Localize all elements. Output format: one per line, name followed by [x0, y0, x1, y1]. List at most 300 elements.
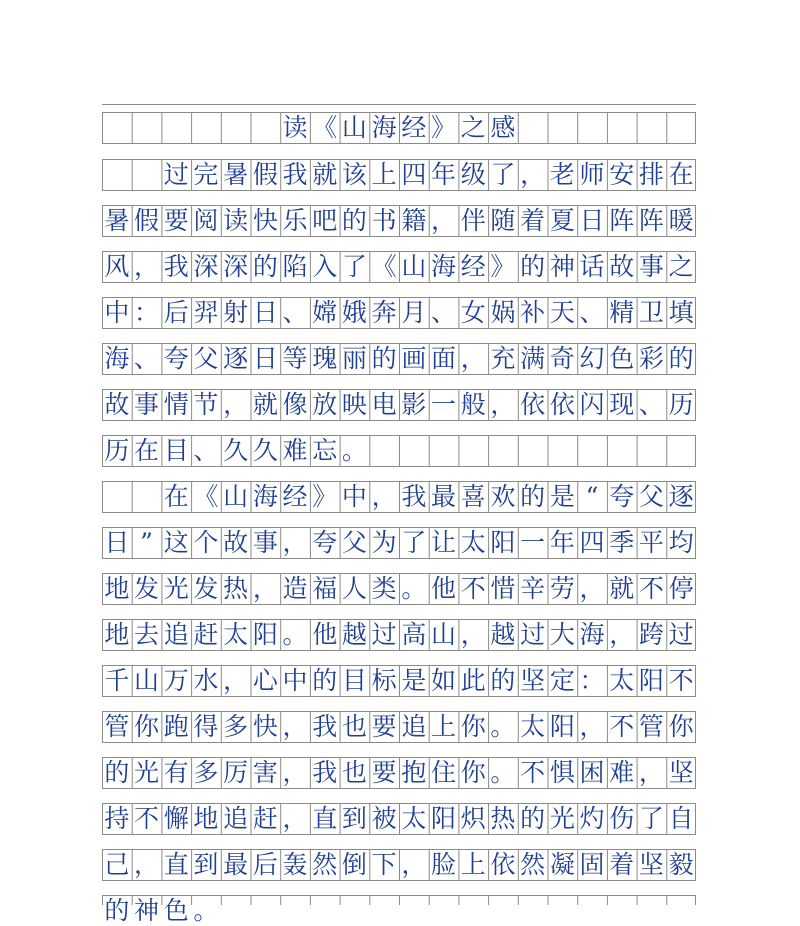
grid-character: 固: [579, 850, 605, 879]
grid-character: 要: [163, 206, 189, 235]
grid-character: 持: [104, 804, 130, 833]
grid-character: 父: [341, 528, 367, 557]
grid-character: 山: [341, 113, 367, 142]
grid-character: 海: [431, 252, 457, 281]
grid-character: 直: [163, 850, 189, 879]
grid-character: 逐: [223, 344, 249, 373]
grid-character: 是: [549, 482, 575, 511]
grid-character: 四: [579, 528, 605, 557]
grid-character: 映: [341, 390, 367, 419]
grid-character: 惧: [549, 758, 575, 787]
grid-character: 忘: [312, 436, 338, 465]
grid-character: 喜: [460, 482, 486, 511]
grid-character: 最: [223, 850, 249, 879]
grid-character: 暖: [668, 206, 694, 235]
grid-character: 多: [223, 712, 249, 741]
grid-character: 他: [431, 574, 457, 603]
grid-character: 安: [609, 160, 635, 189]
grid-character: 事: [252, 528, 278, 557]
grid-character: 不: [609, 712, 635, 741]
grid-character: 太: [223, 620, 249, 649]
grid-character: 羿: [193, 298, 219, 327]
grid-character: 福: [312, 574, 338, 603]
grid-character: 直: [312, 804, 338, 833]
essay-line: [102, 159, 696, 190]
grid-character: 吧: [312, 206, 338, 235]
grid-character: 事: [638, 252, 664, 281]
grid-character: 不: [520, 758, 546, 787]
grid-character: 难: [609, 758, 635, 787]
grid-character: 大: [549, 620, 575, 649]
grid-character: 神: [549, 252, 575, 281]
grid-character: 发: [193, 574, 219, 603]
grid-character: 我: [401, 482, 427, 511]
grid-character: 坚: [638, 850, 664, 879]
grid-character: 毅: [668, 850, 694, 879]
grid-character: 去: [134, 620, 160, 649]
essay-line: [102, 619, 696, 650]
grid-character: 是: [401, 666, 427, 695]
grid-character: 的: [520, 482, 546, 511]
grid-character: 奔: [371, 298, 397, 327]
grid-character: 轰: [282, 850, 308, 879]
grid-character: 快: [252, 206, 278, 235]
grid-character: 了: [490, 160, 516, 189]
grid-character: 上: [371, 160, 397, 189]
grid-character: ，: [490, 390, 516, 419]
grid-character: 、: [638, 390, 664, 419]
grid-character: 不: [134, 804, 160, 833]
grid-character: 过: [520, 620, 546, 649]
grid-character: 、: [431, 298, 457, 327]
grid-character: 越: [490, 620, 516, 649]
grid-character: 我: [312, 758, 338, 787]
grid-character: 心: [252, 666, 278, 695]
grid-character: 就: [609, 574, 635, 603]
grid-character: 类: [371, 574, 397, 603]
grid-character: 均: [668, 528, 694, 557]
grid-character: 造: [282, 574, 308, 603]
grid-character: ，: [282, 712, 308, 741]
grid-character: 管: [638, 712, 664, 741]
grid-character: 山: [223, 482, 249, 511]
grid-character: 目: [341, 666, 367, 695]
grid-character: 的: [341, 206, 367, 235]
grid-character: 太: [401, 804, 427, 833]
grid-character: 影: [401, 390, 427, 419]
grid-character: 的: [252, 252, 278, 281]
grid-character: 跑: [163, 712, 189, 741]
grid-character: 要: [371, 758, 397, 787]
grid-character: ，: [371, 482, 397, 511]
grid-character: 追: [163, 620, 189, 649]
grid-character: 》: [490, 252, 516, 281]
grid-character: ，: [252, 574, 278, 603]
grid-character: 暑: [223, 160, 249, 189]
grid-character: 完: [193, 160, 219, 189]
grid-character: 山: [431, 620, 457, 649]
grid-character: 光: [549, 804, 575, 833]
grid-character: 在: [668, 160, 694, 189]
grid-character: 嫦: [312, 298, 338, 327]
grid-character: 深: [193, 252, 219, 281]
grid-character: 入: [312, 252, 338, 281]
grid-character: 夸: [312, 528, 338, 557]
grid-character: 你: [668, 712, 694, 741]
grid-character: 情: [163, 390, 189, 419]
grid-character: 太: [460, 528, 486, 557]
grid-character: 管: [104, 712, 130, 741]
grid-character: 你: [134, 712, 160, 741]
grid-character: 也: [341, 712, 367, 741]
grid-character: ，: [134, 252, 160, 281]
grid-character: 地: [104, 620, 130, 649]
grid-character: 之: [460, 113, 486, 142]
grid-character: 等: [282, 344, 308, 373]
grid-character: 人: [341, 574, 367, 603]
grid-character: 瑰: [312, 344, 338, 373]
grid-character: 电: [371, 390, 397, 419]
grid-character: 经: [282, 482, 308, 511]
grid-character: ，: [223, 390, 249, 419]
grid-character: 下: [371, 850, 397, 879]
grid-character: 劳: [549, 574, 575, 603]
essay-line: [102, 205, 696, 236]
grid-character: 的: [104, 896, 130, 925]
grid-character: 阳: [252, 620, 278, 649]
grid-character: 海: [579, 620, 605, 649]
grid-character: 的: [104, 758, 130, 787]
grid-character: 依: [490, 850, 516, 879]
essay-line: [102, 343, 696, 374]
grid-character: 暑: [104, 206, 130, 235]
grid-character: 过: [163, 160, 189, 189]
grid-character: 追: [223, 804, 249, 833]
grid-character: 一: [431, 390, 457, 419]
grid-character: 历: [104, 436, 130, 465]
grid-character: 辛: [520, 574, 546, 603]
grid-character: 父: [638, 482, 664, 511]
grid-character: 读: [282, 113, 308, 142]
grid-character: 停: [668, 574, 694, 603]
grid-character: 了: [401, 528, 427, 557]
grid-character: ，: [401, 850, 427, 879]
grid-character: 我: [312, 712, 338, 741]
grid-character: “: [585, 482, 599, 511]
grid-character: 凝: [549, 850, 575, 879]
grid-character: 光: [134, 758, 160, 787]
grid-character: 风: [104, 252, 130, 281]
grid-character: 他: [312, 620, 338, 649]
grid-character: 山: [134, 666, 160, 695]
grid-character: 假: [134, 206, 160, 235]
grid-character: 幻: [579, 344, 605, 373]
essay-line: [102, 757, 696, 788]
grid-character: 日: [252, 344, 278, 373]
grid-character: 月: [401, 298, 427, 327]
grid-character: 娲: [490, 298, 516, 327]
grid-character: 不: [638, 574, 664, 603]
grid-character: 《: [193, 482, 219, 511]
grid-character: 阅: [193, 206, 219, 235]
grid-character: 得: [193, 712, 219, 741]
grid-character: 中: [104, 298, 130, 327]
grid-character: ，: [520, 160, 546, 189]
grid-character: 夏: [549, 206, 575, 235]
grid-character: 追: [401, 712, 427, 741]
grid-character: 久: [252, 436, 278, 465]
grid-character: 不: [668, 666, 694, 695]
grid-character: 住: [431, 758, 457, 787]
grid-character: 伤: [609, 804, 635, 833]
grid-character: 不: [460, 574, 486, 603]
grid-character: 。: [490, 758, 516, 787]
grid-character: 到: [341, 804, 367, 833]
grid-character: 难: [282, 436, 308, 465]
grid-character: 经: [401, 113, 427, 142]
grid-character: 欢: [490, 482, 516, 511]
grid-character: 节: [193, 390, 219, 419]
grid-character: 逐: [668, 482, 694, 511]
grid-character: 灼: [579, 804, 605, 833]
essay-line: [102, 481, 696, 512]
grid-character: 该: [341, 160, 367, 189]
grid-character: 卫: [638, 298, 664, 327]
grid-character: 厉: [223, 758, 249, 787]
grid-character: 依: [520, 390, 546, 419]
grid-character: 阵: [638, 206, 664, 235]
grid-character: 着: [520, 206, 546, 235]
grid-character: 地: [104, 574, 130, 603]
grid-character: 事: [134, 390, 160, 419]
grid-character: 然: [520, 850, 546, 879]
grid-character: 要: [371, 712, 397, 741]
grid-character: 此: [460, 666, 486, 695]
grid-character: 为: [371, 528, 397, 557]
grid-character: 太: [609, 666, 635, 695]
grid-character: 阳: [431, 804, 457, 833]
grid-character: 射: [223, 298, 249, 327]
grid-character: 神: [134, 896, 160, 925]
grid-character: 标: [371, 666, 397, 695]
grid-character: ，: [638, 758, 664, 787]
grid-character: 画: [401, 344, 427, 373]
grid-character: 《: [371, 252, 397, 281]
grid-character: 后: [252, 850, 278, 879]
grid-character: 海: [104, 344, 130, 373]
grid-character: 女: [460, 298, 486, 327]
grid-character: 赶: [193, 620, 219, 649]
grid-character: 千: [104, 666, 130, 695]
grid-character: 夸: [163, 344, 189, 373]
grid-character: 四: [401, 160, 427, 189]
grid-character: 师: [579, 160, 605, 189]
grid-character: 般: [460, 390, 486, 419]
grid-character: 》: [312, 482, 338, 511]
grid-character: ，: [134, 850, 160, 879]
grid-character: 赶: [252, 804, 278, 833]
grid-character: 故: [609, 252, 635, 281]
grid-character: 历: [668, 390, 694, 419]
essay-line: [102, 251, 696, 282]
grid-character: 到: [193, 850, 219, 879]
grid-character: ，: [282, 758, 308, 787]
grid-character: 彩: [638, 344, 664, 373]
grid-character: 排: [638, 160, 664, 189]
grid-character: 之: [668, 252, 694, 281]
grid-character: 就: [252, 390, 278, 419]
grid-character: 精: [609, 298, 635, 327]
grid-character: 感: [490, 113, 516, 142]
grid-character: 日: [252, 298, 278, 327]
grid-character: 阳: [549, 712, 575, 741]
grid-character: 色: [163, 896, 189, 925]
grid-character: 炽: [460, 804, 486, 833]
grid-character: ，: [282, 528, 308, 557]
grid-character: 目: [163, 436, 189, 465]
grid-character: 。: [193, 896, 219, 925]
grid-character: 脸: [431, 850, 457, 879]
grid-character: 水: [193, 666, 219, 695]
grid-character: 故: [223, 528, 249, 557]
grid-character: ，: [609, 620, 635, 649]
grid-character: 高: [401, 620, 427, 649]
grid-character: 伴: [460, 206, 486, 235]
grid-character: 跨: [638, 620, 664, 649]
grid-character: 年: [549, 528, 575, 557]
grid-character: 过: [668, 620, 694, 649]
grid-character: 太: [520, 712, 546, 741]
grid-character: 的: [668, 344, 694, 373]
grid-character: 依: [549, 390, 575, 419]
grid-character: 、: [579, 298, 605, 327]
grid-character: 我: [282, 160, 308, 189]
grid-character: 你: [460, 712, 486, 741]
grid-character: 光: [163, 574, 189, 603]
grid-character: 发: [134, 574, 160, 603]
grid-character: 中: [282, 666, 308, 695]
grid-character: 话: [579, 252, 605, 281]
grid-character: 个: [193, 528, 219, 557]
essay-line: [102, 665, 696, 696]
grid-character: 乐: [282, 206, 308, 235]
grid-character: 我: [163, 252, 189, 281]
essay-line: [102, 895, 696, 926]
grid-character: 父: [193, 344, 219, 373]
grid-character: 《: [312, 113, 338, 142]
essay-line: [102, 297, 696, 328]
grid-character: 随: [490, 206, 516, 235]
grid-character: 懈: [163, 804, 189, 833]
grid-character: ，: [431, 206, 457, 235]
grid-character: 奇: [549, 344, 575, 373]
essay-line: [102, 389, 696, 420]
grid-character: 填: [668, 298, 694, 327]
grid-character: 充: [490, 344, 516, 373]
grid-character: ，: [579, 574, 605, 603]
grid-character: 故: [104, 390, 130, 419]
grid-character: 的: [312, 666, 338, 695]
grid-character: 现: [609, 390, 635, 419]
grid-character: ：: [134, 298, 160, 327]
grid-character: 色: [609, 344, 635, 373]
grid-character: 书: [371, 206, 397, 235]
grid-character: 放: [312, 390, 338, 419]
grid-character: 也: [341, 758, 367, 787]
grid-character: 、: [134, 344, 160, 373]
grid-character: 像: [282, 390, 308, 419]
grid-character: 多: [193, 758, 219, 787]
grid-character: 中: [341, 482, 367, 511]
grid-character: 面: [431, 344, 457, 373]
essay-line: [102, 573, 696, 604]
grid-character: 坚: [668, 758, 694, 787]
grid-character: 。: [341, 436, 367, 465]
grid-character: 这: [163, 528, 189, 557]
grid-character: 自: [668, 804, 694, 833]
grid-character: 山: [401, 252, 427, 281]
grid-character: 害: [252, 758, 278, 787]
grid-character: 日: [579, 206, 605, 235]
grid-character: ”: [140, 528, 153, 557]
grid-character: 己: [104, 850, 130, 879]
grid-character: 。: [282, 620, 308, 649]
grid-character: 平: [638, 528, 664, 557]
grid-character: 坚: [520, 666, 546, 695]
grid-character: 娥: [341, 298, 367, 327]
grid-character: 就: [312, 160, 338, 189]
essay-line: [102, 849, 696, 880]
grid-character: 你: [460, 758, 486, 787]
grid-character: 满: [520, 344, 546, 373]
grid-character: 在: [134, 436, 160, 465]
grid-character: 、: [193, 436, 219, 465]
essay-title: [102, 112, 696, 143]
grid-character: 海: [371, 113, 397, 142]
grid-character: 久: [223, 436, 249, 465]
grid-character: 闪: [579, 390, 605, 419]
grid-character: 季: [609, 528, 635, 557]
essay-line: [102, 803, 696, 834]
grid-character: ，: [579, 712, 605, 741]
grid-character: 让: [431, 528, 457, 557]
grid-character: 有: [163, 758, 189, 787]
grid-character: 上: [460, 850, 486, 879]
grid-character: 的: [520, 252, 546, 281]
grid-character: 夸: [609, 482, 635, 511]
grid-character: 抱: [401, 758, 427, 787]
grid-character: ，: [460, 620, 486, 649]
grid-character: 》: [431, 113, 457, 142]
grid-character: 深: [223, 252, 249, 281]
grid-character: 读: [223, 206, 249, 235]
grid-character: 最: [431, 482, 457, 511]
grid-character: 经: [460, 252, 486, 281]
grid-character: 一: [520, 528, 546, 557]
grid-character: 的: [520, 804, 546, 833]
grid-character: 年: [431, 160, 457, 189]
grid-character: 假: [252, 160, 278, 189]
grid-character: 过: [371, 620, 397, 649]
grid-character: 。: [490, 712, 516, 741]
grid-character: 籍: [401, 206, 427, 235]
grid-character: 上: [431, 712, 457, 741]
grid-character: 然: [312, 850, 338, 879]
grid-character: 阳: [490, 528, 516, 557]
grid-character: 天: [549, 298, 575, 327]
grid-character: 的: [490, 666, 516, 695]
grid-character: 困: [579, 758, 605, 787]
